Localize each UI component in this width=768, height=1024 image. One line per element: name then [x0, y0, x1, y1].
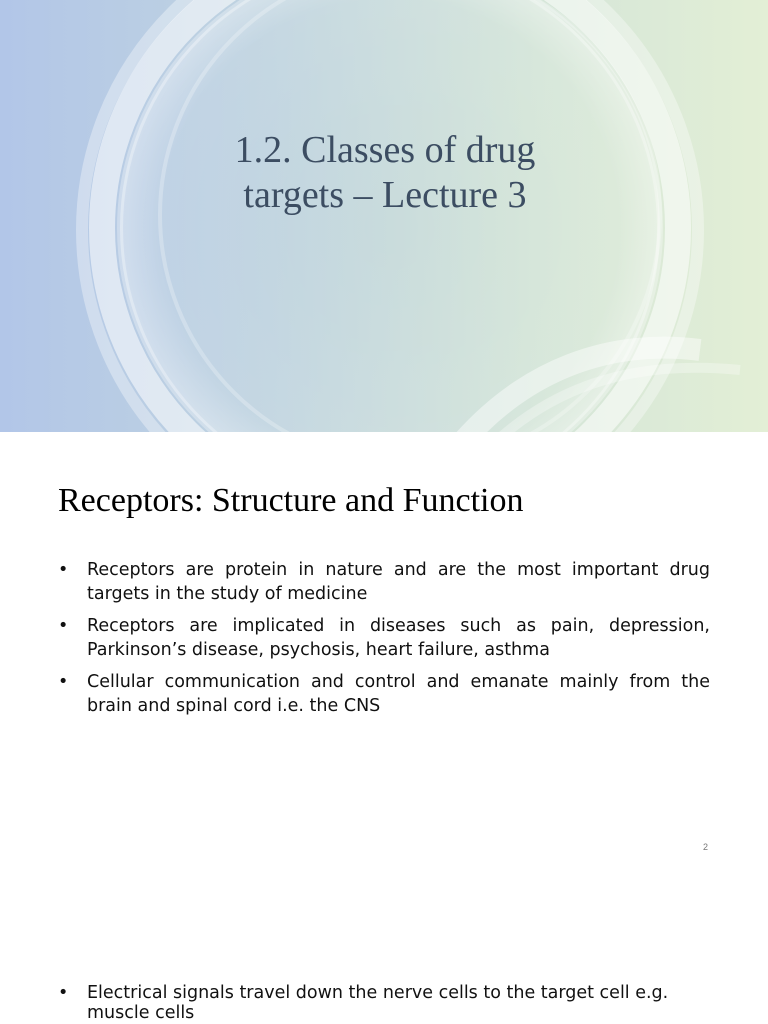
bullet-text: Electrical signals travel down the nerve cells to the target cell e.g. muscle cells [87, 983, 669, 1023]
bullet-list [58, 558, 710, 726]
list-item [58, 670, 710, 718]
slide-heading: Receptors: Structure and Function [58, 482, 524, 519]
bullet-icon: • [58, 672, 69, 692]
page-number: 2 [703, 842, 709, 852]
list-item [58, 614, 710, 662]
slide-title-line-2: targets – Lecture 3 [243, 174, 527, 216]
content-slide [0, 432, 768, 864]
bullet-icon: • [58, 560, 69, 580]
title-slide [0, 0, 768, 432]
slide-title-line-1: 1.2. Classes of drug [234, 129, 536, 171]
slide-title [150, 128, 620, 218]
content-slide-partial [0, 864, 768, 1024]
list-item [58, 983, 710, 1023]
bullet-text: Receptors are implicated in diseases such as pain, depression, Parkinson’s disease, psychosis, heart failure, asthma [87, 616, 710, 660]
bullet-text: Cellular communication and control and emanate mainly from the brain and spinal cord i.e. the CNS [87, 672, 710, 716]
bullet-text: Receptors are protein in nature and are the most important drug targets in the study of medicine [87, 560, 710, 604]
bullet-icon: • [58, 983, 69, 1003]
bullet-icon: • [58, 616, 69, 636]
list-item [58, 558, 710, 606]
bullet-list [58, 983, 710, 1023]
